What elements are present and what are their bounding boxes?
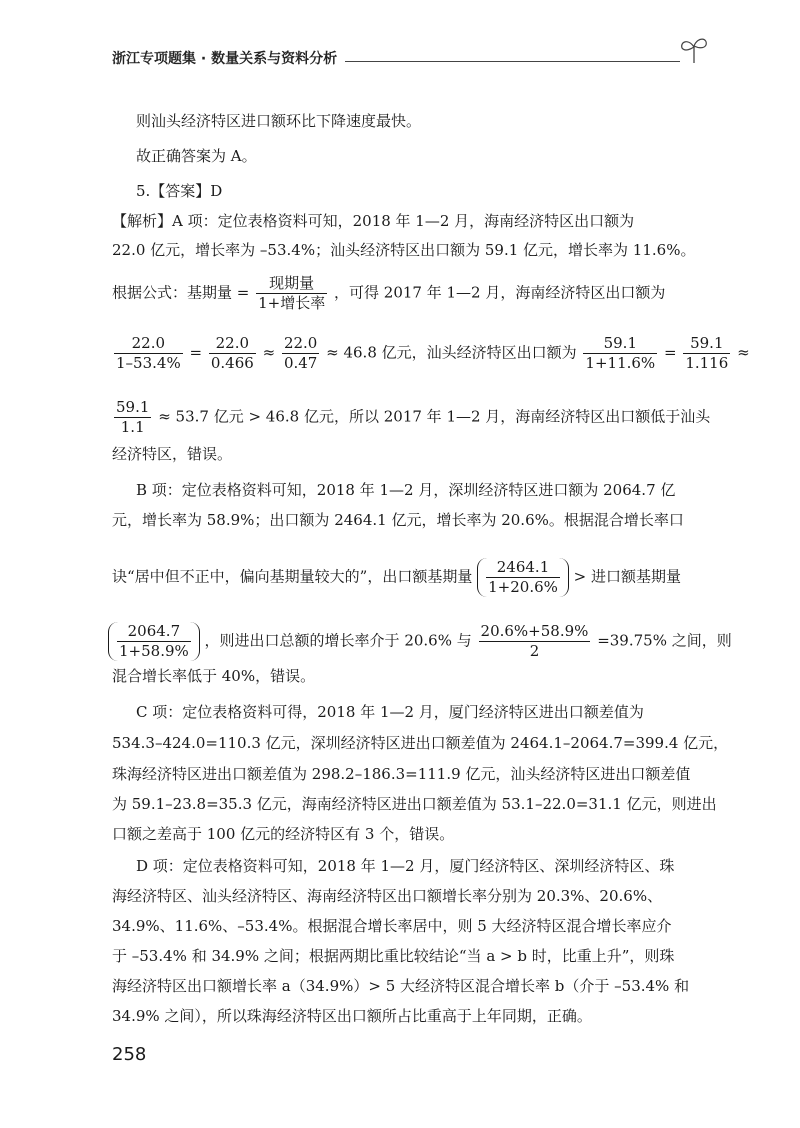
running-header-title: 浙江专项题集 · 数量关系与资料分析 [112,51,338,67]
fraction-average-rate: $\frac{20.6\%+58.9\%}{2}$ [480,622,589,660]
analysis-b-line-1: B 项：定位表格资料可知，2018 年 1—2 月，深圳经济特区进口额为 2064.7 亿 [136,481,676,499]
paren-export-base [477,558,569,597]
fraction-shantou-1: $\frac{59.1}{1+11.6\%}$ [585,334,656,372]
analysis-d-line-3: 34.9%、11.6%、–53.4%。根据混合增长率居中，则 5 大经济特区混合增长率应介 [112,917,672,935]
analysis-a-line-2: 22.0 亿元，增长率为 –53.4%；汕头经济特区出口额为 59.1 亿元，增长率为 11.6%。 [112,241,696,259]
analysis-c-line-3: 珠海经济特区进出口额差值为 298.2–186.3=111.9 亿元，汕头经济特区进出口额差值 [112,765,691,783]
fraction-hainan-3: $\frac{22.0}{0.47}$ [283,334,318,372]
fraction-shantou-3: $\frac{59.1}{1.1}$ [116,398,150,436]
calc-line-2: $\frac{59.1}{1.1}$ ≈ 53.7 亿元 > 46.8 亿元，所以 2017 年 1—2 月，海南经济特区出口额低于汕头 [116,398,711,436]
analysis-d-line-2: 海经济特区、汕头经济特区、海南经济特区出口额增长率分别为 20.3%、20.6%、 [112,887,663,905]
analysis-c-line-5: 口额之差高于 100 亿元的经济特区有 3 个，错误。 [112,825,455,843]
fraction-export-base: $\frac{2464.1}{1+20.6\%}$ [488,558,558,596]
calc-line-1: $\frac{22.0}{1-53.4\%}$ = $\frac{22.0}{0.466}$ ≈ $\frac{22.0}{0.47}$ ≈ 46.8 亿元，汕头经济特区出口额为 $\frac{59.1}{1+11.6\%}$ = $\frac{59.1}{1.116}$ ≈ [116,334,750,372]
analysis-c-line-1: C 项：定位表格资料可得，2018 年 1—2 月，厦门经济特区进出口额差值为 [136,703,644,721]
fraction-import-base: $\frac{2064.7}{1+58.9\%}$ [119,622,189,660]
analysis-b-conclusion: 混合增长率低于 40%，错误。 [112,667,316,685]
analysis-b-line-3: 诀“居中但不正中，偏向基期量较大的”，出口额基期量 $\frac{2464.1}{1+20.6\%}$ > 进口额基期量 [112,558,682,596]
fraction-hainan-2: $\frac{22.0}{0.466}$ [210,334,254,372]
formula-tail: ，可得 2017 年 1—2 月，海南经济特区出口额为 [334,283,666,302]
paren-import-base [108,622,200,661]
fraction-shantou-2: $\frac{59.1}{1.116}$ [685,334,729,372]
text-line-conclusion: 则汕头经济特区进口额环比下降速度最快。 [136,112,422,130]
header-rule [345,61,680,62]
page-number: 258 [112,1044,147,1065]
analysis-d-line-6: 34.9% 之间），所以珠海经济特区出口额所占比重高于上年同期，正确。 [112,1007,592,1025]
question-5-answer: 5.【答案】D [136,182,223,200]
analysis-b-line-4: $\frac{2064.7}{1+58.9\%}$ ，则进出口总额的增长率介于 20.6% 与 $\frac{20.6\%+58.9\%}{2}$ =39.75% 之间，则 [108,622,732,661]
formula-line [112,274,665,313]
analysis-d-line-5: 海经济特区出口额增长率 a（34.9%）> 5 大经济特区混合增长率 b（介于 –53.4% 和 [112,977,690,995]
analysis-a-conclusion: 经济特区，错误。 [112,445,233,463]
fraction-base-formula: $\frac{\text{现期量}}{\text{1+增长率}}$ [258,274,326,312]
analysis-a-line-1: 【解析】A 项：定位表格资料可知，2018 年 1—2 月，海南经济特区出口额为 [112,212,635,230]
analysis-c-line-2: 534.3–424.0=110.3 亿元，深圳经济特区进出口额差值为 2464.1–2064.7=399.4 亿元， [112,734,729,752]
formula-intro: 根据公式：基期量 = [112,283,250,302]
fraction-hainan-1: $\frac{22.0}{1-53.4\%}$ [116,334,181,372]
analysis-d-line-4: 于 –53.4% 和 34.9% 之间；根据两期比重比较结论“当 a > b 时，比重上升”，则珠 [112,947,675,965]
analysis-d-line-1: D 项：定位表格资料可知，2018 年 1—2 月，厦门经济特区、深圳经济特区、珠 [136,857,675,875]
sprout-icon [676,34,712,64]
analysis-b-line-2: 元，增长率为 58.9%；出口额为 2464.1 亿元，增长率为 20.6%。根据混合增长率口 [112,511,684,529]
text-line-answer-a: 故正确答案为 A。 [136,147,257,165]
analysis-c-line-4: 为 59.1–23.8=35.3 亿元，海南经济特区进出口额差值为 53.1–22.0=31.1 亿元，则进出 [112,795,717,813]
